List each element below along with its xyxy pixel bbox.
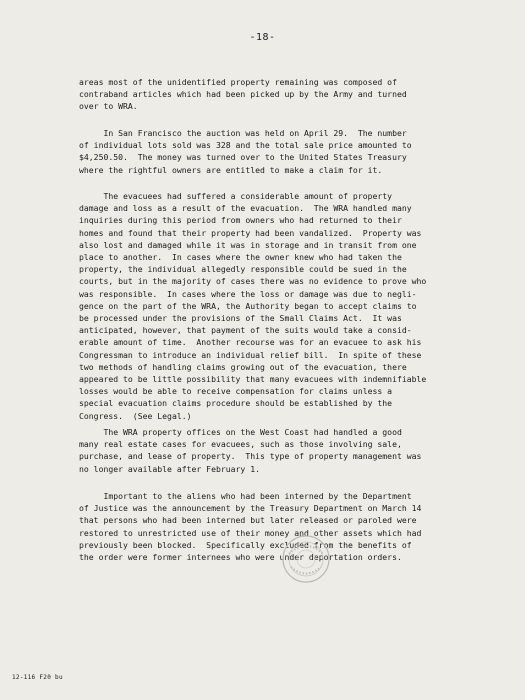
text-line: the order were former internees who were under deportation orders.	[79, 552, 402, 563]
text-line: The evacuees had suffered a considerable amount of property	[79, 191, 393, 201]
text-line: contraband articles which had been picked up by the Army and turned	[79, 89, 407, 100]
text-line: $4,250.50. The money was turned over to the United States Treasury	[79, 152, 407, 163]
text-line: previously been blocked. Specifically excluded from the benefits of	[79, 539, 412, 550]
text-line: place to another. In cases where the owner knew who had taken the	[79, 252, 402, 263]
text-line: property, the individual allegedly responsible could be sued in the	[79, 264, 407, 275]
text-line: Important to the aliens who had been interned by the Department	[79, 491, 412, 501]
paragraph-auction	[79, 127, 429, 176]
text-line: purchase, and lease of property. This type of property management was	[79, 451, 422, 462]
text-line: anticipated, however, that payment of the suits would take a consid-	[79, 325, 412, 336]
text-line: where the rightful owners are entitled to make a claim for it.	[79, 164, 383, 175]
form-code: 12-116 F20 bu	[12, 674, 63, 681]
page-number: -18-	[249, 32, 276, 43]
paragraph-contraband	[79, 76, 429, 113]
text-line: many real estate cases for evacuees, such as those involving sale,	[79, 439, 402, 450]
text-line: Congressman to introduce an individual relief bill. In spite of these	[79, 349, 422, 360]
paragraph-real-estate	[79, 426, 429, 475]
text-line: courts, but in the majority of cases there was no evidence to prove who	[79, 276, 427, 287]
text-line: of individual lots sold was 328 and the total sale price amounted to	[79, 140, 412, 151]
text-line: The WRA property offices on the West Coast had handled a good	[79, 427, 402, 437]
text-line: inquiries during this period from owners who had returned to their	[79, 215, 402, 226]
text-line: losses would be able to receive compensation for claims unless a	[79, 386, 393, 397]
text-line: over to WRA.	[79, 101, 138, 112]
archive-seal-icon	[281, 534, 331, 584]
text-line: homes and found that their property had been vandalized. Property was	[79, 227, 422, 238]
text-line: be processed under the provisions of the Small Claims Act. It was	[79, 313, 402, 324]
text-line: appeared to be little possibility that many evacuees with indemnifiable	[79, 374, 427, 385]
text-line: areas most of the unidentified property remaining was composed of	[79, 77, 397, 87]
text-line: of Justice was the announcement by the Treasury Department on March 14	[79, 503, 422, 514]
text-line: restored to unrestricted use of their money and other assets which had	[79, 527, 422, 538]
text-line: gence on the part of the WRA, the Authority began to accept claims to	[79, 300, 417, 311]
text-line: erable amount of time. Another recourse was for an evacuee to ask his	[79, 337, 422, 348]
text-line: two methods of handling claims growing out of the evacuation, there	[79, 361, 407, 372]
text-line: special evacuation claims procedure should be established by the	[79, 398, 393, 409]
text-line: was responsible. In cases where the loss or damage was due to negli-	[79, 288, 417, 299]
text-line: In San Francisco the auction was held on April 29. The number	[79, 128, 407, 138]
text-line: no longer available after February 1.	[79, 463, 260, 474]
text-line: that persons who had been interned but later released or paroled were	[79, 515, 417, 526]
text-line: damage and loss as a result of the evacuation. The WRA handled many	[79, 203, 412, 214]
paragraph-internees	[79, 490, 429, 563]
paragraph-property-damage	[79, 190, 429, 422]
text-line: Congress. (See Legal.)	[79, 410, 192, 421]
text-line: also lost and damaged while it was in storage and in transit from one	[79, 239, 417, 250]
